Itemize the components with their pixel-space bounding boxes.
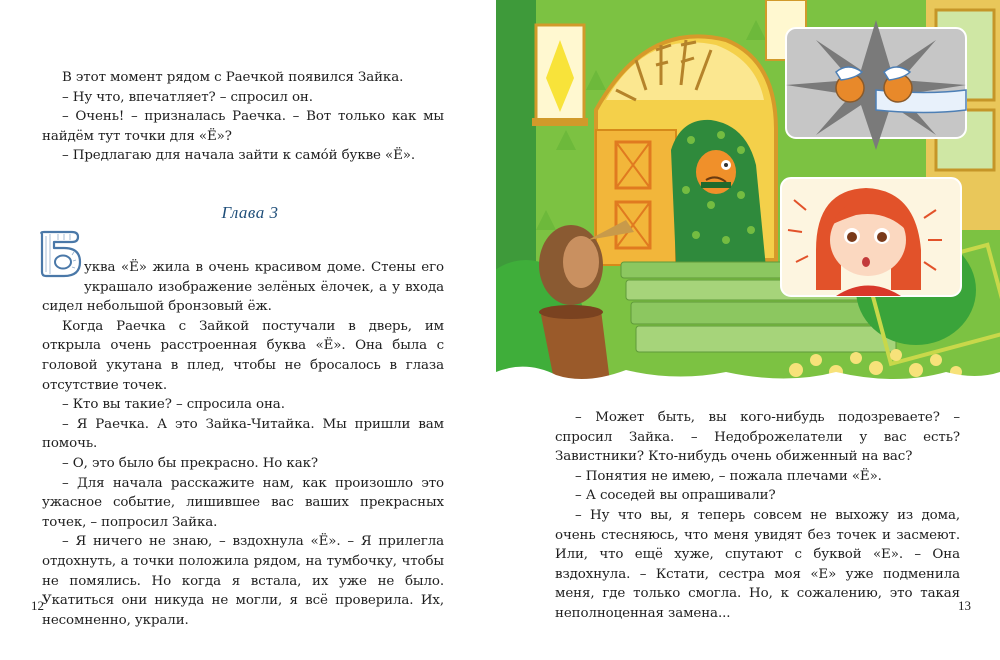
paragraph: – Понятия не имею, – пожала плечами «Ё». (575, 468, 882, 484)
paragraph: уква «Ё» жила в очень красивом доме. Стены его украшало изображение зелёных ёлочек, а у входа сидел небольшой бронзовый ёж. (42, 260, 444, 315)
inset-stolen-dots-icon (786, 20, 966, 150)
chapter-title: Глава 3 (221, 203, 279, 222)
illustration (496, 0, 1000, 390)
paragraph: – Для начала расскажите нам, как произошло это ужасное событие, лишившее вас ваших прекрасных точек, – попросил Зайка. (42, 475, 444, 530)
paragraph: – Я ничего не знаю, – вздохнула «Ё». – Я прилегла отдохнуть, а точки положила рядом, на тумбочку, чтобы не помялись. Но когда я встала, их уже не было. Укатиться они никуда не могли, я всё проверила. Их, несомненно, украли. (42, 534, 444, 628)
chapter-text-block (42, 230, 444, 630)
drop-cap-letter-icon (36, 230, 82, 278)
paragraph: Когда Раечка с Зайкой постучали в дверь, им открыла очень расстроенная буква «Ё». Она была с головой укутана в плед, чтобы не бросалось в глаза отсутствие точек. (42, 318, 444, 393)
intro-text-block (42, 68, 444, 166)
paragraph: – А соседей вы опрашивали? (575, 488, 776, 504)
paragraph: В этот момент рядом с Раечкой появился Зайка. (62, 70, 404, 85)
window-icon (532, 25, 588, 126)
inset-surprised-girl-icon (781, 178, 961, 296)
paragraph: – Ну что, впечатляет? – спросил он. (62, 89, 313, 105)
paragraph: – О, это было бы прекрасно. Но как? (62, 455, 318, 471)
paragraph: – Кто вы такие? – спросила она. (62, 397, 285, 413)
page-number-right: 13 (958, 598, 971, 613)
right-text-block (555, 408, 960, 624)
paragraph: – Предлагаю для начала зайти к самóй букве «Ё». (62, 148, 416, 164)
paragraph: – Я Раечка. А это Зайка-Читайка. Мы пришли вам помочь. (42, 416, 444, 452)
paragraph: – Ну что вы, я теперь совсем не выхожу из дома, очень стесняюсь, что меня увидят без точек и засмеют. Или, что ещё хуже, спутают с буквой «Е». – Она вздохнула. – Кстати, сестра моя «Е» уже подменила меня, где только смогла. Но, к сожалению, это такая неполноценная замена... (555, 507, 960, 621)
paragraph: – Может быть, вы кого-нибудь подозреваете? – спросил Зайка. – Недоброжелатели у вас есть? Завистники? Кто-нибудь очень обиженный на вас? (555, 410, 960, 465)
page-number-left: 12 (31, 598, 44, 613)
paragraph: – Очень! – призналась Раечка. – Вот только как мы найдём тут точки для «Ё»? (42, 109, 444, 144)
